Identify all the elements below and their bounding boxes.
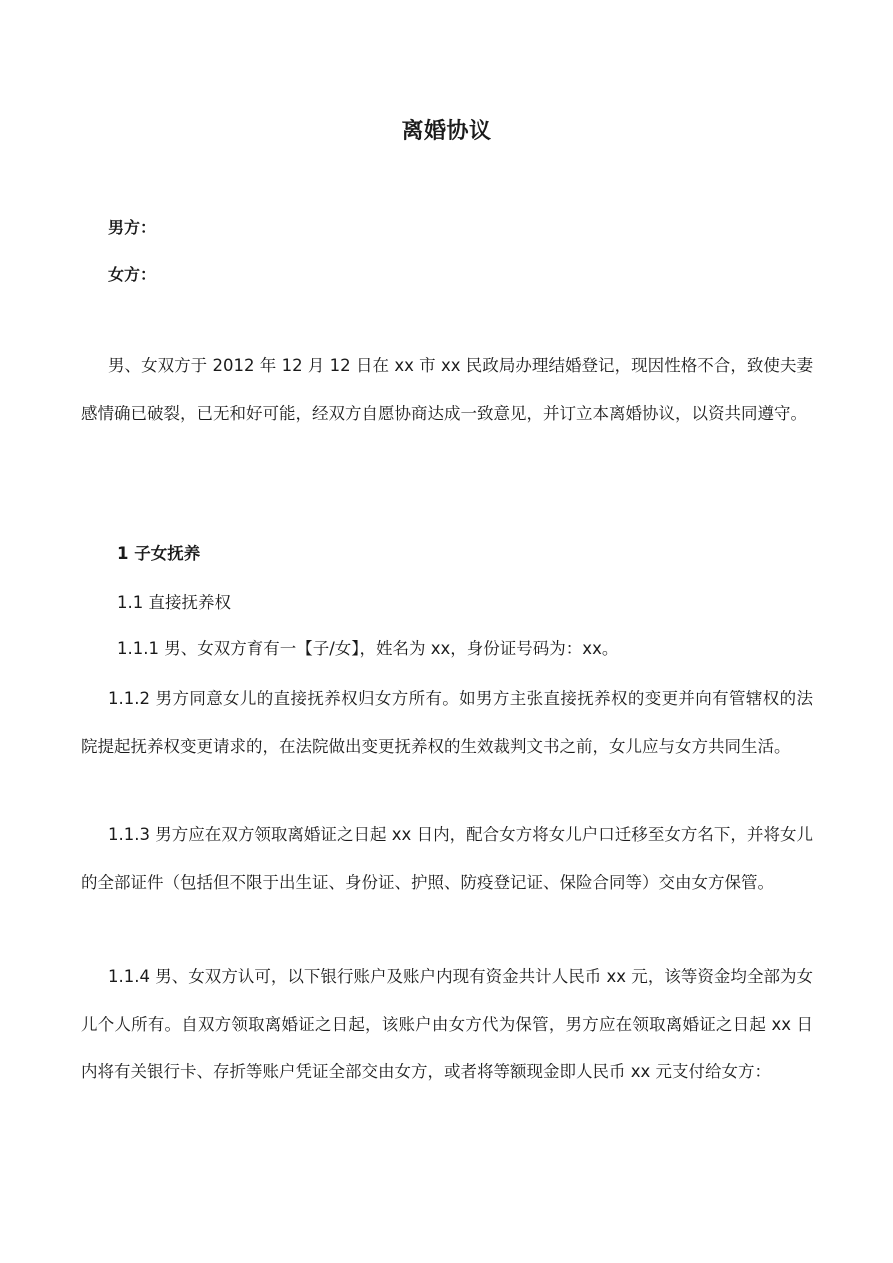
section-heading-child-custody: 1 子女抚养 [117, 544, 201, 563]
document-title: 离婚协议 [401, 119, 492, 144]
male-party-label: 男方： [108, 218, 157, 237]
subsection-heading-direct-custody: 1.1 直接抚养权 [117, 593, 231, 612]
clause-1-1-4: 1.1.4 男、女双方认可，以下银行账户及账户内现有资金共计人民币 xx 元，该等资金均全部为女儿个人所有。自双方领取离婚证之日起，该账户由女方代为保管，男方应在领取离婚证之日起 xx 日内将有关银行卡、存折等账户凭证全部交由女方，或者将等额现金即人民币 xx 元支付给女方： [81, 967, 813, 1081]
clause-1-1-3: 1.1.3 男方应在双方领取离婚证之日起 xx 日内，配合女方将女儿户口迁移至女方名下，并将女儿的全部证件（包括但不限于出生证、身份证、护照、防疫登记证、保险合同等）交由女方保管。 [81, 825, 813, 892]
clause-1-1-1: 1.1.1 男、女双方育有一【子/女】，姓名为 xx，身份证号码为：xx。 [117, 639, 619, 658]
female-party-label: 女方： [108, 265, 157, 284]
intro-paragraph: 男、女双方于 2012 年 12 月 12 日在 xx 市 xx 民政局办理结婚登记，现因性格不合，致使夫妻感情确已破裂，已无和好可能，经双方自愿协商达成一致意见，并订立本离婚协议，以资共同遵守。 [81, 356, 813, 423]
clause-1-1-2: 1.1.2 男方同意女儿的直接抚养权归女方所有。如男方主张直接抚养权的变更并向有管辖权的法院提起抚养权变更请求的，在法院做出变更抚养权的生效裁判文书之前，女儿应与女方共同生活。 [81, 689, 813, 756]
